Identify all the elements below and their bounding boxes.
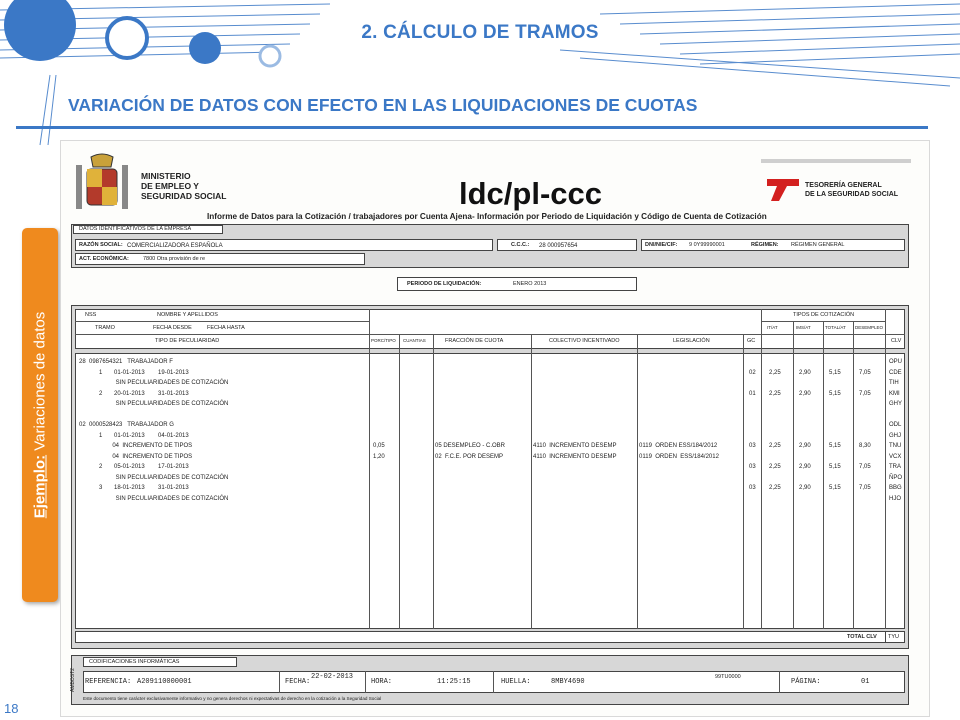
cell-clv: HJO [889,495,901,502]
cell-totalat: 5,15 [829,464,841,470]
ministry-name: MINISTERIO DE EMPLEO Y SEGURIDAD SOCIAL [141,171,227,201]
example-side-tab [22,228,58,602]
cell-itat: 2,25 [769,443,781,449]
cell-gc: 03 [749,464,756,470]
cell-clv: KMI [889,390,900,397]
total-clv-value: TYU [888,634,899,640]
cell-itat: 2,25 [769,369,781,376]
cell-legislacion: 0119 ORDEN ESS/184/2012 [639,443,718,449]
cell-itat: 2,25 [769,390,781,397]
company-header: DATOS IDENTIFICATIVOS DE LA EMPRESA [79,226,192,232]
cell-gc: 02 [749,369,756,376]
cell-lines: 04 INCREMENTO DE TIPOS [79,453,193,460]
cell-imsat: 2,90 [799,464,811,470]
cell-desempleo: 7,05 [859,390,871,397]
slide-subtitle: VARIACIÓN DE DATOS CON EFECTO EN LAS LIQUIDACIONES DE CUOTAS [68,95,698,115]
razon-social-value: COMERCIALIZADORA ESPAÑOLA [127,243,223,249]
cell-desempleo: 7,05 [859,464,871,470]
cell-imsat: 2,90 [799,443,811,449]
cell-itat: 2,25 [769,464,781,470]
cell-clv: ODL [889,422,902,428]
cell-clv: ÑPO [889,474,903,481]
periodo-value: ENERO 2013 [513,281,547,287]
cell-legislacion: 0119 ORDEN ESS/184/2012 [639,453,719,460]
side-tab-label: Ejemplo: Variaciones de datos [31,311,49,519]
cell-totalat: 5,15 [829,369,841,376]
report-code: ldc/pl-ccc [459,176,602,211]
cell-lines: 1 01-01-2013 19-01-2013 [79,369,189,376]
cell-desempleo: 7,05 [859,369,871,376]
report-document: MINISTERIO DE EMPLEO Y SEGURIDAD SOCIAL ldc/pl-ccc TESORERÍA GENERAL DE LA SEGURIDAD SOCIAL Informe de Datos para la Cotización / trabajadores por Cuenta Ajena- Información por Periodo de Liquidación y Código de Cuenta de Cotización DATOS IDENTIFICATIVOS DE LA EMPRESA RAZÓN SOCIAL: COMERCIALIZADORA ESPAÑOLA C.C.C.: 28 000957654 DNI/NIE/CIF: 9 0Y99990001 RÉGIMEN: RÉGIMEN GENERAL ACT. ECONÓMICA: 7800 Otra provisión de re PERIODO DE LIQUIDACIÓN: ENERO 2013 NSS NOMBRE Y APELLIDOS TRAMO FECHA DESDE FECHA HASTA TIPO DE PECULIARIDAD PORC/TIPO CUANTIAS FRACCIÓN DE CUOTA COLECTIVO INCENTIVADO LEGISLACIÓN GC TIPOS DE COTIZACIÓN IT/AT IMS/AT TOTAL/AT DESEMPLEO CLV 28 0987654321 TRABAJADOR F OPU 1 01-01-2013 19-01-2013 02 2,25 2,90 5,15 7,05 CDE SIN PECULIARIDADES DE COTIZACIÓN TIH 2 20-01-2013 31-01-2013 01 2,25 2,90 5,15 7,05 KMI SIN PECULIARIDADES DE COTIZACIÓN GHY 02 0000528423 TRABAJADOR G ODL 1 01-01-2013 04-01-2013 GHJ 04 INCREMENTO DE TIPOS 0,05 05 DESEMPLEO - C.OBR 4110 INCREMENTO DESEMP 0119 ORDEN ESS/184/2012 03 2,25 2,90 5,15 8,30 TNU 04 INCREMENTO DE TIPOS 1,20 02 F.C.E. POR DESEMP 4110 INCREMENTO DESEMP 0119 ORDEN ESS/184/2012 VCX 2 05-01-2013 17-01-2013 03 2,25 2,90 5,15 7,05 TRA SIN PECULIARIDADES DE COTIZACIÓN ÑPO 3 18-01-2013 31-01-2013 03 2,25 2,90 5,15 7,05 BBG SIN PECULIARIDADES DE COTIZACIÓN HJO TOTAL CLV TYU CODIFICACIONES INFORMÁTICAS AMBOST2 REFERENCIA: A209110000001 FECHA: 22-02-2013 HORA: 11:25:15 HUELLA: 8MBY4690 99TU0000 PÁGINA: 01 Este documento tiene carácter exclusivamente informativo y no genera derechos ni expectativas de derecho en la cotización a la Seguridad Social [60,140,930,717]
cell-lines: 04 INCREMENTO DE TIPOS [79,443,193,449]
report-title: Informe de Datos para la Cotización / trabajadores por Cuenta Ajena- Información por Periodo de Liquidación y Código de Cuenta de Cotización [207,212,767,221]
cell-lines: SIN PECULIARIDADES DE COTIZACIÓN [79,474,229,481]
cell-lines: 28 0987654321 TRABAJADOR F [79,359,173,365]
cell-clv: TNU [889,443,902,449]
cell-desempleo: 7,05 [859,485,871,491]
pagina-value: 01 [861,678,870,686]
cell-clv: CDE [889,369,902,376]
cell-clv: OPU [889,359,903,365]
cell-colectivo: 4110 INCREMENTO DESEMP [533,443,617,449]
referencia-value: A209110000001 [137,678,192,686]
cell-totalat: 5,15 [829,485,841,491]
cell-imsat: 2,90 [799,369,811,376]
disclaimer: Este documento tiene carácter exclusivamente informativo y no genera derechos ni expectativas de derecho en la cotización a la Seguridad Social [83,696,382,701]
cell-imsat: 2,90 [799,485,811,491]
cell-totalat: 5,15 [829,390,841,397]
cell-clv: TRA [889,464,901,470]
tgss-name: TESORERÍA GENERAL DE LA SEGURIDAD SOCIAL [805,182,899,198]
big-dot-icon [4,0,76,61]
cell-gc: 03 [749,485,756,491]
cell-lines: 2 20-01-2013 31-01-2013 [79,390,189,397]
cell-porc: 0,05 [373,443,385,449]
cell-lines: 3 18-01-2013 31-01-2013 [79,485,189,491]
section-title: 2. CÁLCULO DE TRAMOS [361,22,599,43]
cell-fraccion: 05 DESEMPLEO - C.OBR [435,443,506,449]
page-number: 18 [4,701,19,716]
cell-fraccion: 02 F.C.E. POR DESEMP [435,453,504,460]
cell-lines: 1 01-01-2013 04-01-2013 [79,432,189,439]
cell-clv: VCX [889,453,902,460]
cell-totalat: 5,15 [829,443,841,449]
tgss-logo-icon [765,175,801,205]
cell-lines: SIN PECULIARIDADES DE COTIZACIÓN [79,495,229,502]
coat-of-arms-icon [73,153,131,215]
huella-value: 8MBY4690 [551,678,585,686]
cell-desempleo: 8,30 [859,443,871,449]
cell-lines: SIN PECULIARIDADES DE COTIZACIÓN [79,401,229,407]
cell-gc: 03 [749,443,756,449]
fecha-value: 22-02-2013 [311,673,354,681]
cell-imsat: 2,90 [799,390,811,397]
hora-value: 11:25:15 [437,678,471,686]
cell-clv: TIH [889,380,899,386]
cell-gc: 01 [749,390,756,397]
cell-itat: 2,25 [769,485,781,491]
title-divider [16,126,928,129]
cell-clv: BBG [889,485,902,491]
cell-colectivo: 4110 INCREMENTO DESEMP [533,453,617,460]
cell-clv: GHJ [889,432,901,439]
cell-porc: 1,20 [373,453,385,460]
ccc-value: 28 000957654 [539,243,578,249]
cell-clv: GHY [889,401,903,407]
cell-lines: 02 0000528423 TRABAJADOR G [79,422,174,428]
cell-lines: SIN PECULIARIDADES DE COTIZACIÓN [79,380,229,386]
cell-lines: 2 05-01-2013 17-01-2013 [79,464,189,470]
